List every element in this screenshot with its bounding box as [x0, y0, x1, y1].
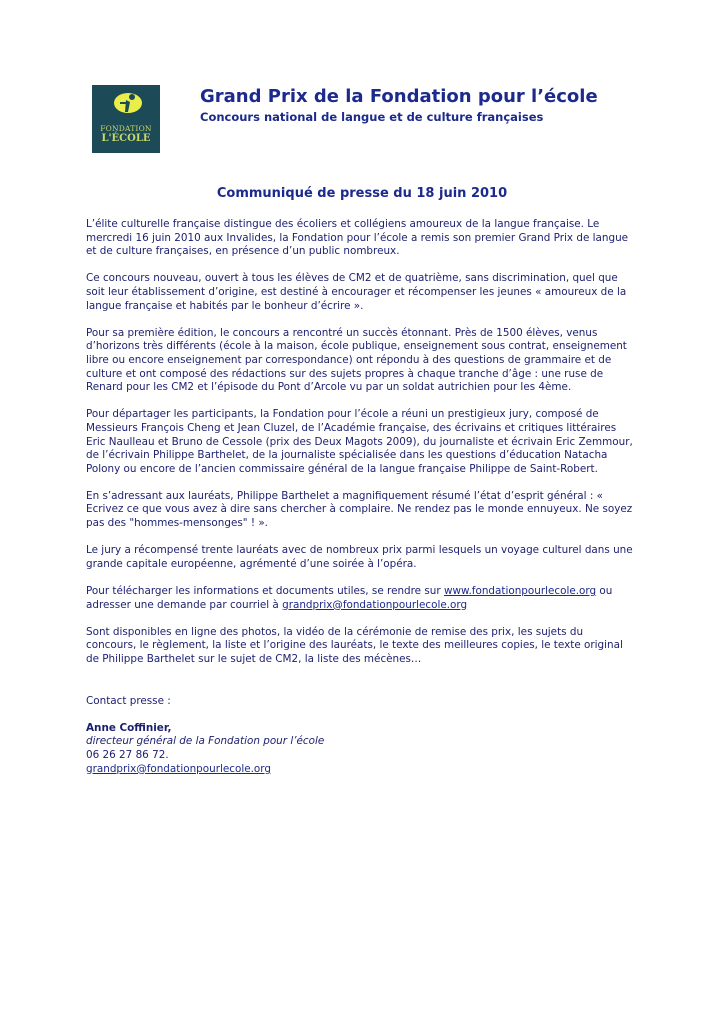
contact-phone: 06 26 27 86 72.	[86, 748, 169, 761]
website-link[interactable]: www.fondationpourlecole.org	[443, 585, 597, 598]
download-text-2: ou adresser une demande par courriel à	[86, 585, 613, 611]
paragraph-intro: L’élite culturelle française distingue des écoliers et collégiens amoureux de la langue française. Le mercredi 16 juin 2010 aux Invalides, la Fondation pour l’école a remis son premier Grand Prix de langue et de culture françaises, en présence d’un public nombreux.	[86, 218, 629, 258]
paragraph-contest: Ce concours nouveau, ouvert à tous les élèves de CM2 et de quatrième, sans discrimination, quel que soit leur établissement d’origine, est destiné à encourager et récompenser les jeunes « amoureux de la langue française et habités par le bonheur d’écrire ».	[86, 272, 627, 312]
paragraph-availability: Sont disponibles en ligne des photos, la vidéo de la cérémonie de remise des prix, les sujets du concours, le règlement, la liste et l’origine des lauréats, le texte des meilleures copies, le texte original de Philippe Barthelet sur le sujet de CM2, la liste des mécènes…	[86, 625, 623, 665]
document-subtitle: Concours national de langue et de culture françaises	[200, 110, 544, 124]
paragraph-speech: En s’adressant aux lauréats, Philippe Barthelet a magnifiquement résumé l’état d’esprit général : « Ecrivez ce que vous avez à dire sans chercher à complaire. Ne rendez pas le monde ennuyeux. Ne soyez pas des "hommes-mensonges" ! ».	[86, 489, 633, 530]
paragraph-download	[86, 585, 634, 612]
paragraph-first-edition: Pour sa première édition, le concours a rencontré un succès étonnant. Près de 1500 élèves, venus d’horizons très différents (école à la maison, école publique, enseignement sous contrat, enseignement libre ou encore enseignement par correspondance) ont répondu à des questions de grammaire et de culture et ont composé des rédactions sur des sujets propres à chaque tranche d’âge : une ruse de Renard pour les CM2 et l’épisode du Pont d’Arcole vu par un soldat autrichien pour les 4ème.	[86, 326, 627, 394]
contact-role: directeur général de la Fondation pour l’école	[86, 735, 325, 748]
download-text-1: Pour télécharger les informations et documents utiles, se rendre sur	[86, 585, 444, 598]
paragraph-jury: Pour départager les participants, la Fondation pour l’école a réuni un prestigieux jury, composé de Messieurs François Cheng et Jean Cluzel, de l’Académie française, des écrivains et critiques littéraires Eric Naulleau et Bruno de Cessole (prix des Deux Magots 2009), du journaliste et écrivain Eric Zemmour, de l’écrivain Philippe Barthelet, de la journaliste spécialisée dans les questions d’éducation Natacha Polony ou encore de l’ancien commissaire général de la langue française Philippe de Saint-Robert.	[86, 408, 633, 475]
logo-text-line1: FONDATION	[100, 124, 152, 133]
email-link[interactable]: grandprix@fondationpourlecole.org	[282, 598, 468, 611]
contact-email-link[interactable]: grandprix@fondationpourlecole.org	[86, 762, 271, 775]
document-title: Grand Prix de la Fondation pour l’école	[200, 86, 598, 107]
press-release-body	[86, 218, 634, 776]
logo-emblem-icon	[108, 90, 144, 122]
logo-text-line2: L'ÉCOLE	[101, 133, 151, 144]
fondation-logo	[92, 85, 160, 153]
contact-spacer	[86, 708, 634, 722]
paragraph-prizes: Le jury a récompensé trente lauréats avec de nombreux prix parmi lesquels un voyage culturel dans une grande capitale européenne, agrémenté d’une soirée à l’opéra.	[86, 544, 633, 570]
contact-label: Contact presse :	[86, 694, 171, 707]
press-contact	[86, 695, 634, 777]
contact-name: Anne Coffinier,	[86, 721, 172, 734]
press-release-heading: Communiqué de presse du 18 juin 2010	[216, 186, 508, 201]
